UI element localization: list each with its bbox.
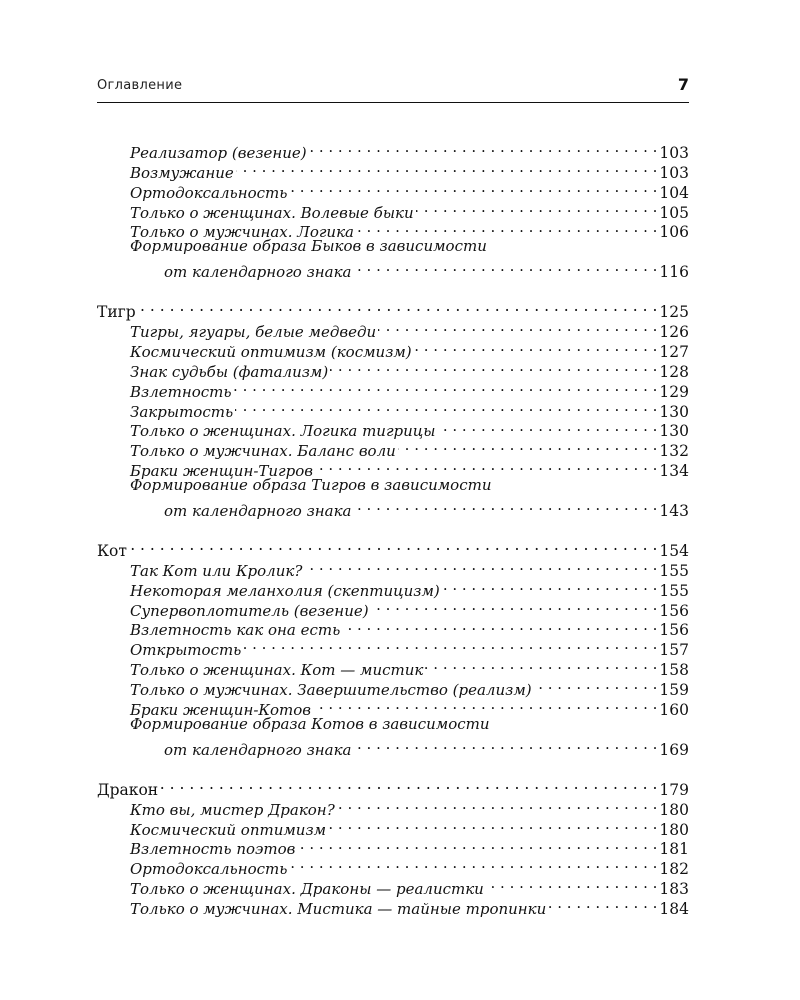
toc-page-number: 134 bbox=[659, 462, 689, 481]
toc-entry-title: Взлетность как она есть bbox=[130, 621, 341, 640]
toc-entry-title: Космический оптимизм (космизм) bbox=[130, 342, 412, 361]
dot-leader bbox=[548, 894, 657, 914]
header-page-number: 7 bbox=[677, 75, 689, 94]
toc-entry bbox=[97, 795, 689, 819]
dot-leader bbox=[342, 616, 657, 636]
toc-entry-title: Знак судьбы (фатализм) bbox=[130, 362, 329, 381]
dot-leader bbox=[356, 218, 657, 238]
toc-page-number: 128 bbox=[659, 362, 689, 381]
header-title: Оглавление bbox=[97, 78, 183, 93]
toc-page-number: 156 bbox=[659, 601, 689, 620]
toc-page-number: 155 bbox=[659, 561, 689, 580]
toc-page-number: 157 bbox=[659, 641, 689, 660]
toc-entry bbox=[97, 496, 689, 521]
toc-entry-title: Некоторая меланхолия (скептицизм) bbox=[130, 581, 440, 600]
dot-leader bbox=[416, 198, 658, 218]
toc-page-number: 182 bbox=[659, 860, 689, 879]
dot-leader bbox=[442, 576, 658, 596]
toc-entry bbox=[97, 735, 689, 759]
toc-entry bbox=[97, 317, 689, 342]
dot-leader bbox=[534, 675, 658, 695]
toc-page-number: 180 bbox=[659, 800, 689, 819]
dot-leader bbox=[486, 874, 658, 894]
toc-entry-title: Ортодоксальность bbox=[130, 183, 288, 202]
toc-entry-title: Взлетность bbox=[130, 382, 232, 401]
toc-section bbox=[97, 138, 689, 282]
toc-entry-title: Дракон bbox=[97, 780, 159, 799]
toc-entry-title: от календарного знака bbox=[164, 502, 352, 521]
toc-entry-title: Только о мужчинах. Баланс воли bbox=[130, 442, 396, 461]
toc-entry-title: Только о женщинах. Логика тигрицы bbox=[130, 422, 436, 441]
toc-page-number: 103 bbox=[659, 143, 689, 162]
toc-section bbox=[97, 775, 689, 919]
toc-entry bbox=[97, 138, 689, 162]
toc-page-number: 155 bbox=[659, 581, 689, 600]
dot-leader bbox=[437, 417, 657, 437]
toc-page-number: 103 bbox=[659, 163, 689, 182]
dot-leader bbox=[138, 297, 658, 317]
toc-entry-title: Ортодоксальность bbox=[130, 860, 288, 879]
dot-leader bbox=[304, 556, 657, 576]
toc-page-number: 129 bbox=[659, 382, 689, 401]
toc-entry-title: Формирование образа Котов в зависимости bbox=[130, 715, 490, 734]
toc-chapter-entry bbox=[97, 775, 689, 799]
toc-entry bbox=[97, 715, 689, 735]
toc-page-number: 143 bbox=[659, 502, 689, 521]
toc-entry-title: Взлетность поэтов bbox=[130, 840, 296, 859]
toc-page-number: 125 bbox=[659, 303, 689, 322]
toc-entry-title: Только о женщинах. Драконы — реалистки bbox=[130, 880, 484, 899]
toc-chapter-entry bbox=[97, 536, 689, 560]
toc-page-number: 180 bbox=[659, 820, 689, 839]
toc-entry-title: Возмужание bbox=[130, 163, 234, 182]
dot-leader bbox=[235, 397, 657, 417]
toc-entry bbox=[97, 476, 689, 496]
toc-entry-title: Кот bbox=[97, 541, 127, 560]
toc-entry-title: Формирование образа Тигров в зависимости bbox=[130, 476, 492, 495]
toc-entry bbox=[97, 237, 689, 257]
dot-leader bbox=[330, 357, 657, 377]
dot-leader bbox=[315, 456, 657, 476]
dot-leader bbox=[313, 695, 657, 715]
dot-leader bbox=[243, 635, 657, 655]
toc-page-number: 126 bbox=[659, 323, 689, 342]
toc-page-number: 160 bbox=[659, 701, 689, 720]
dot-leader bbox=[129, 536, 658, 556]
toc-section bbox=[97, 297, 689, 521]
toc-page-number: 105 bbox=[659, 203, 689, 222]
toc-entry-title: Закрытость bbox=[130, 402, 234, 421]
dot-leader bbox=[425, 655, 657, 675]
toc-entry-title: Только о мужчинах. Логика bbox=[130, 223, 354, 242]
dot-leader bbox=[353, 496, 657, 516]
toc-page-number: 184 bbox=[659, 900, 689, 919]
toc-entry-title: Так Кот или Кролик? bbox=[130, 561, 303, 580]
toc-section bbox=[97, 536, 689, 759]
dot-leader bbox=[160, 775, 657, 795]
toc-page-number: 130 bbox=[659, 402, 689, 421]
toc-entry-title: Только о женщинах. Кот — мистик bbox=[130, 661, 424, 680]
toc-page-number: 116 bbox=[659, 263, 689, 282]
dot-leader bbox=[371, 596, 658, 616]
dot-leader bbox=[398, 436, 658, 456]
toc-entry-title: Открытость bbox=[130, 641, 242, 660]
toc-page-number: 158 bbox=[659, 661, 689, 680]
dot-leader bbox=[234, 377, 658, 397]
toc-page-number: 132 bbox=[659, 442, 689, 461]
toc-entry-title: Космический оптимизм bbox=[130, 820, 327, 839]
toc-entry-title: Тигры, ягуары, белые медведи bbox=[130, 323, 377, 342]
dot-leader bbox=[337, 795, 658, 815]
toc-entry-title: от календарного знака bbox=[164, 740, 352, 759]
dot-leader bbox=[328, 815, 657, 835]
toc-chapter-entry bbox=[97, 297, 689, 322]
toc-page-number: 130 bbox=[659, 422, 689, 441]
toc-page-number: 104 bbox=[659, 183, 689, 202]
dot-leader bbox=[289, 178, 657, 198]
toc-page-number: 159 bbox=[659, 681, 689, 700]
toc-entry-title: от календарного знака bbox=[164, 263, 352, 282]
dot-leader bbox=[309, 138, 658, 158]
table-of-contents bbox=[97, 138, 689, 934]
toc-page-number: 183 bbox=[659, 880, 689, 899]
toc-page-number: 154 bbox=[659, 541, 689, 560]
toc-entry bbox=[97, 257, 689, 282]
toc-entry-title: Кто вы, мистер Дракон? bbox=[130, 800, 335, 819]
dot-leader bbox=[414, 337, 658, 357]
toc-page-number: 181 bbox=[659, 840, 689, 859]
toc-page-number: 106 bbox=[659, 223, 689, 242]
toc-entry-title: Реализатор (везение) bbox=[130, 143, 307, 162]
toc-entry-title: Браки женщин-Тигров bbox=[130, 462, 313, 481]
toc-entry-title: Супервоплотитель (везение) bbox=[130, 601, 369, 620]
toc-page-number: 127 bbox=[659, 342, 689, 361]
toc-entry-title: Формирование образа Быков в зависимости bbox=[130, 237, 487, 256]
running-header bbox=[97, 76, 689, 103]
toc-entry bbox=[97, 556, 689, 580]
dot-leader bbox=[353, 735, 657, 755]
dot-leader bbox=[236, 158, 658, 178]
toc-entry-title: Тигр bbox=[97, 303, 136, 322]
dot-leader bbox=[353, 257, 657, 277]
toc-entry-title: Браки женщин-Котов bbox=[130, 701, 312, 720]
dot-leader bbox=[289, 854, 657, 874]
dot-leader bbox=[378, 317, 657, 337]
toc-entry-title: Только о мужчинах. Мистика — тайные тропинки bbox=[130, 900, 547, 919]
toc-page-number: 156 bbox=[659, 621, 689, 640]
toc-entry-title: Только о мужчинах. Завершительство (реализм) bbox=[130, 681, 532, 700]
toc-entry-title: Только о женщинах. Волевые быки bbox=[130, 203, 414, 222]
toc-page-number: 179 bbox=[659, 780, 689, 799]
toc-page-number: 169 bbox=[659, 740, 689, 759]
dot-leader bbox=[297, 835, 657, 855]
